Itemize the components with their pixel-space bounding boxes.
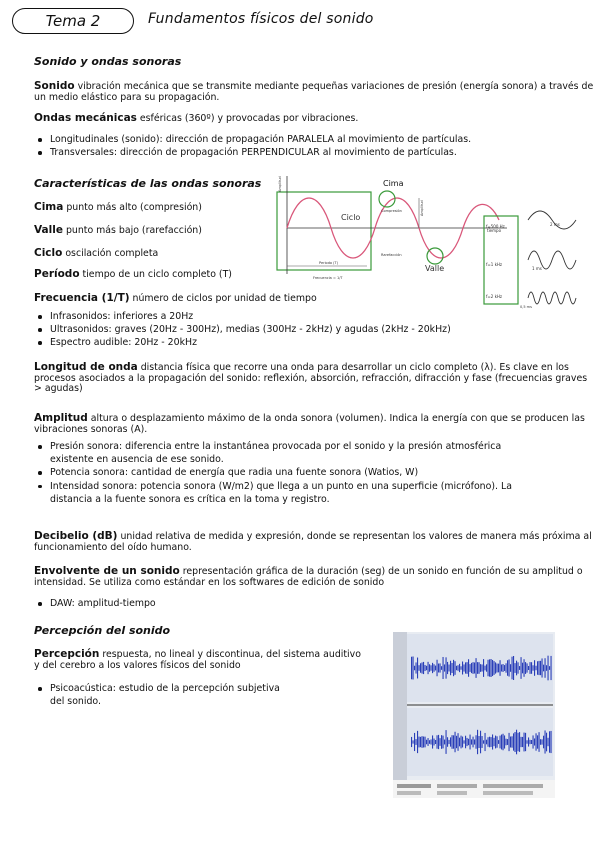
waveform-bar xyxy=(425,665,426,671)
waveform-bar xyxy=(543,665,544,672)
waveform-bar xyxy=(540,661,541,675)
lambda-c-label: 0,5 ms xyxy=(520,305,532,309)
term-cima: Cima xyxy=(34,201,64,213)
waveform-bar xyxy=(512,657,513,680)
daw-toolbar-field xyxy=(437,791,467,795)
list-percepcion xyxy=(28,682,288,708)
waveform-bar xyxy=(515,732,516,752)
waveform-bar xyxy=(489,659,490,676)
waveform-bar xyxy=(447,662,448,674)
def-valle xyxy=(34,225,202,236)
waveform-bar xyxy=(480,664,481,672)
waveform-bar xyxy=(498,664,499,673)
waveform-bar xyxy=(425,737,426,748)
waveform-bar xyxy=(470,735,471,750)
waveform-bar xyxy=(542,658,543,677)
waveform-bar xyxy=(420,737,421,747)
waveform-bar xyxy=(428,738,429,746)
amplitude-axis-label: Amplitud xyxy=(278,176,282,192)
term-sonido: Sonido xyxy=(34,80,75,92)
waveform-bar xyxy=(539,732,540,752)
waveform-bar xyxy=(497,736,498,747)
section-heading-sonido: Sonido y ondas sonoras xyxy=(34,55,182,68)
waveform-bar xyxy=(494,661,495,675)
waveform-bar xyxy=(443,657,444,679)
periodo-label: Periodo (T) xyxy=(319,261,339,265)
compresion-label: Compresión xyxy=(381,209,402,213)
def-periodo xyxy=(34,269,232,280)
waveform-bar xyxy=(530,740,531,744)
daw-toolbar-field xyxy=(397,791,421,795)
waveform-bar xyxy=(477,662,478,674)
amplitud-small-label: Amplitud xyxy=(420,200,424,216)
waveform-bar xyxy=(480,731,481,754)
tiempo-label: tiempo xyxy=(487,228,502,233)
waveform-bar xyxy=(435,740,436,744)
waveform-bar xyxy=(467,738,468,746)
waveform-bar xyxy=(456,666,457,670)
waveform-bar xyxy=(527,663,528,672)
waveform-bar xyxy=(513,656,514,680)
waveform-bar xyxy=(446,657,447,678)
waveform-bar xyxy=(518,733,519,751)
list-item: Infrasonidos: inferiores a 20Hz xyxy=(28,310,588,323)
waveform-bar xyxy=(429,740,430,744)
waveform-bar xyxy=(509,659,510,676)
waveform-bar xyxy=(485,666,486,671)
waveform-bar xyxy=(546,733,547,752)
waveform-bar xyxy=(414,666,415,671)
waveform-bar xyxy=(449,740,450,744)
waveform-bar xyxy=(504,665,505,671)
section-heading-caracteristicas: Características de las ondas sonoras xyxy=(34,177,262,190)
text-ondas: esféricas (360º) y provocadas por vibraciones. xyxy=(136,113,359,124)
frecuencia-label: Frecuencia = 1/T xyxy=(313,276,343,280)
paragraph-longitud xyxy=(34,362,594,395)
waveform-bar xyxy=(516,661,517,676)
daw-toolbar-field xyxy=(483,791,533,795)
waveform-bar xyxy=(419,665,420,671)
waveform-bar xyxy=(456,736,457,748)
waveform-bar xyxy=(432,663,433,673)
waveform-bar xyxy=(471,739,472,744)
waveform-bar xyxy=(546,665,547,671)
rarefaccion-label: Rarefacción xyxy=(381,253,402,257)
waveform-bar xyxy=(453,735,454,748)
waveform-bar xyxy=(461,736,462,749)
paragraph-ondas xyxy=(34,113,594,125)
waveform-bar xyxy=(434,664,435,672)
waveform-bar xyxy=(431,739,432,744)
waveform-bar xyxy=(542,739,543,744)
waveform-bar xyxy=(486,664,487,671)
waveform-bar xyxy=(497,664,498,673)
text-envolvente: representación gráfica de la duración (seg) de un sonido en función de su amplitud o intensidad. Se utiliza como estándar en los softwares de edición de sonido xyxy=(34,566,583,588)
waveform-bar xyxy=(431,665,432,670)
waveform-bar xyxy=(491,737,492,747)
text-sonido: vibración mecánica que se transmite mediante pequeñas variaciones de presión (energía sonora) a través de un medio elástico para su propagación. xyxy=(34,81,594,103)
waveform-bar xyxy=(482,736,483,748)
daw-toolbar-field xyxy=(483,784,543,788)
text-frecuencia: número de ciclos por unidad de tiempo xyxy=(129,293,317,304)
text-cima: punto más alto (compresión) xyxy=(63,202,202,213)
waveform-bar xyxy=(438,735,439,749)
waveform-bar xyxy=(525,733,526,751)
waveform-bar xyxy=(429,664,430,672)
waveform-bar xyxy=(468,739,469,745)
waveform-bar xyxy=(446,730,447,754)
text-ciclo: oscilación completa xyxy=(62,248,159,259)
waveform-bar xyxy=(513,733,514,750)
waveform-bar xyxy=(519,732,520,752)
waveform-bar xyxy=(476,658,477,678)
waveform-bar xyxy=(467,662,468,674)
paragraph-sonido xyxy=(34,81,594,103)
waveform-bar xyxy=(510,737,511,748)
waveform-bar xyxy=(411,657,412,680)
waveform-bar xyxy=(536,666,537,671)
waveform-bar xyxy=(518,662,519,673)
waveform-bar xyxy=(471,663,472,673)
waveform-bar xyxy=(491,659,492,677)
waveform-bar xyxy=(534,738,535,745)
waveform-bar xyxy=(507,660,508,676)
waveform-bar xyxy=(458,733,459,751)
waveform-bar xyxy=(432,735,433,748)
waveform-bar xyxy=(422,662,423,673)
waveform-bar xyxy=(525,662,526,674)
waveform-bar xyxy=(474,739,475,744)
waveform-bar xyxy=(548,656,549,681)
freq-b-label: f=1 kHz xyxy=(486,262,502,267)
waveform-bar xyxy=(545,730,546,753)
waveform-bar xyxy=(473,737,474,748)
waveform-bar xyxy=(435,666,436,671)
waveform-bar xyxy=(545,658,546,678)
waveform-bar xyxy=(503,664,504,672)
waveform-bar xyxy=(444,664,445,671)
daw-toolbar-field xyxy=(437,784,477,788)
waveform-bar xyxy=(483,740,484,743)
waveform-bar xyxy=(500,660,501,676)
term-ondas: Ondas mecánicas xyxy=(34,112,137,124)
list-frecuencia xyxy=(28,310,588,350)
cima-label: Cima xyxy=(383,179,404,188)
waveform-bar xyxy=(416,739,417,745)
waveform-bar xyxy=(522,737,523,747)
waveform-bar xyxy=(495,736,496,749)
list-item: Intensidad sonora: potencia sonora (W/m2) que llega a un punto en una superficie (micrófono). La distancia a la fuente sonora es crítica en la toma y registro. xyxy=(28,480,538,506)
waveform-bar xyxy=(459,664,460,672)
waveform-bar xyxy=(468,659,469,677)
text-valle: punto más bajo (rarefacción) xyxy=(62,225,202,236)
waveform-bar xyxy=(419,737,420,748)
waveform-bar xyxy=(533,735,534,748)
term-ciclo: Ciclo xyxy=(34,247,63,259)
waveform-bar xyxy=(524,733,525,752)
waveform-bar xyxy=(536,733,537,750)
waveform-bar xyxy=(474,663,475,674)
waveform-bar xyxy=(464,740,465,743)
waveform-bar xyxy=(549,731,550,752)
waveform-bar xyxy=(510,664,511,672)
waveform-bar xyxy=(548,738,549,746)
waveform-bar xyxy=(537,735,538,748)
waveform-bar xyxy=(461,666,462,669)
waveform-bar xyxy=(500,736,501,749)
text-amplitud: altura o desplazamiento máximo de la onda sonora (volumen). Indica la energía con que se producen las vibraciones sonoras (A). xyxy=(34,413,585,435)
def-frecuencia xyxy=(34,293,317,304)
def-cima xyxy=(34,202,202,213)
paragraph-decibelio xyxy=(34,531,594,553)
paragraph-percepcion xyxy=(34,649,369,671)
waveform-bar xyxy=(464,664,465,671)
term-periodo: Período xyxy=(34,268,80,280)
text-decibelio: unidad relativa de medida y expresión, donde se representan los valores de manera más próxima al funcionamiento del oído humano. xyxy=(34,531,592,553)
tema-label: Tema 2 xyxy=(12,8,134,34)
waveform-bar xyxy=(450,737,451,746)
waveform-bar xyxy=(444,740,445,745)
waveform-bar xyxy=(437,735,438,748)
waveform-bar xyxy=(477,730,478,754)
list-item: Psicoacústica: estudio de la percepción subjetiva del sonido. xyxy=(28,682,288,708)
waveform-bar xyxy=(455,732,456,752)
waveform-bar xyxy=(482,664,483,671)
waveform-bar xyxy=(531,740,532,744)
waveform-bar xyxy=(420,663,421,672)
daw-toolbar xyxy=(393,780,555,798)
waveform-bar xyxy=(537,661,538,674)
waveform-bar xyxy=(551,731,552,753)
paragraph-amplitud xyxy=(34,413,594,435)
waveform-bar xyxy=(441,666,442,670)
waveform-bar xyxy=(519,666,520,670)
valle-label: Valle xyxy=(425,264,445,273)
waveform-bar xyxy=(453,660,454,676)
waveform-bar xyxy=(458,665,459,671)
waveform-bar xyxy=(449,665,450,672)
waveform-bar xyxy=(426,666,427,670)
term-decibelio: Decibelio (dB) xyxy=(34,530,118,542)
term-frecuencia: Frecuencia (1/T) xyxy=(34,292,130,304)
waveform-bar xyxy=(522,663,523,674)
term-percepcion: Percepción xyxy=(34,648,100,660)
waveform-bar xyxy=(495,662,496,673)
text-periodo: tiempo de un ciclo completo (T) xyxy=(79,269,232,280)
waveform-bar xyxy=(534,660,535,676)
waveform-bar xyxy=(441,735,442,749)
waveform-bar xyxy=(417,731,418,753)
waveform-bar xyxy=(551,656,552,680)
term-longitud: Longitud de onda xyxy=(34,361,138,373)
waveform-bar xyxy=(428,662,429,674)
waveform-bar xyxy=(426,740,427,745)
waveform-bar xyxy=(473,662,474,674)
waveform-bar xyxy=(459,738,460,747)
waveform-bar xyxy=(539,661,540,675)
section-heading-percepcion: Percepción del sonido xyxy=(34,624,171,637)
def-ciclo xyxy=(34,248,158,259)
waveform-bar xyxy=(422,736,423,748)
waveform-bar xyxy=(528,737,529,746)
freq-c-label: f=2 kHz xyxy=(486,294,502,299)
waveform-bar xyxy=(416,662,417,673)
list-amplitud xyxy=(28,440,538,506)
list-item: Presión sonora: diferencia entre la instantánea provocada por el sonido y la presión atmosférica existente en ausencia de ese sonido. xyxy=(28,440,538,466)
list-item: DAW: amplitud-tiempo xyxy=(28,597,588,610)
waveform-bar xyxy=(512,736,513,747)
waveform-bar xyxy=(501,665,502,672)
list-item: Longitudinales (sonido): dirección de propagación PARALELA al movimiento de partículas. xyxy=(28,133,588,146)
text-longitud: distancia física que recorre una onda para desarrollar un ciclo completo (λ). Es clave en los procesos asociados a la propagación del sonido: reflexión, absorción, refracción, difracción y fase (frecuencias graves > agudas) xyxy=(34,362,588,394)
waveform-bar xyxy=(492,660,493,676)
waveform-bar xyxy=(438,664,439,673)
waveform-bar xyxy=(443,736,444,749)
waveform-bar xyxy=(507,739,508,745)
freq-a-label: f=500 Hz xyxy=(486,224,505,229)
waveform-bar xyxy=(521,737,522,747)
waveform-bar xyxy=(530,662,531,674)
waveform-bar xyxy=(437,660,438,677)
waveform-bar xyxy=(531,662,532,674)
list-ondas xyxy=(28,133,588,159)
waveform-bar xyxy=(423,737,424,748)
waveform-bar xyxy=(465,736,466,749)
term-amplitud: Amplitud xyxy=(34,412,88,424)
waveform-bar xyxy=(413,740,414,743)
waveform-bar xyxy=(524,659,525,677)
waveform-bar xyxy=(516,730,517,755)
term-valle: Valle xyxy=(34,224,63,236)
waveform-bar xyxy=(533,665,534,670)
waveform-bar xyxy=(455,661,456,675)
waveform-bar xyxy=(414,733,415,751)
list-item: Transversales: dirección de propagación PERPENDICULAR al movimiento de partículas. xyxy=(28,146,588,159)
waveform-bar xyxy=(504,735,505,748)
waveform-bar xyxy=(488,737,489,747)
waveform-bar xyxy=(440,663,441,672)
waveform-bar xyxy=(417,658,418,679)
waveform-bar xyxy=(506,739,507,746)
lambda-b-label: 1 ms xyxy=(532,266,542,271)
waveform-bar xyxy=(543,736,544,749)
waveform-bar xyxy=(527,740,528,743)
waveform-bar xyxy=(462,661,463,674)
waveform-bar xyxy=(498,740,499,744)
page-title: Fundamentos físicos del sonido xyxy=(148,11,374,27)
list-item: Ultrasonidos: graves (20Hz - 300Hz), medias (300Hz - 2kHz) y agudas (2kHz - 20kHz) xyxy=(28,323,588,336)
lambda-a-label: 2 ms xyxy=(550,222,560,227)
waveform-bar xyxy=(423,662,424,674)
daw-waveform-image xyxy=(393,632,555,798)
waveform-bar xyxy=(488,660,489,677)
waveform-bar xyxy=(411,737,412,747)
waveform-bar xyxy=(413,656,414,679)
list-item: Espectro audible: 20Hz - 20kHz xyxy=(28,336,588,349)
waveform-bar xyxy=(528,666,529,670)
waveform-bar xyxy=(470,664,471,672)
waveform-bar xyxy=(501,735,502,750)
waveform-bar xyxy=(465,662,466,673)
waveform-bar xyxy=(486,740,487,745)
frequency-diagram xyxy=(480,210,580,310)
waveform-bar xyxy=(489,737,490,748)
wave-high xyxy=(528,292,576,304)
list-envolvente xyxy=(28,597,588,610)
waveform-bar xyxy=(462,737,463,748)
waveform-bar xyxy=(515,663,516,673)
waveform-bar xyxy=(494,738,495,746)
daw-track-header xyxy=(393,632,407,780)
waveform-bar xyxy=(549,666,550,670)
frequency-box xyxy=(484,216,518,304)
waveform-bar xyxy=(479,662,480,674)
waveform-bar xyxy=(506,663,507,672)
waveform-bar xyxy=(452,663,453,673)
waveform-bar xyxy=(492,734,493,749)
ciclo-label: Ciclo xyxy=(341,213,361,222)
waveform-bar xyxy=(476,735,477,748)
text-percepcion: respuesta, no lineal y discontinua, del sistema auditivo y del cerebro a los valores físicos del sonido xyxy=(34,649,361,671)
waveform-bar xyxy=(521,657,522,679)
waveform-bar xyxy=(479,736,480,748)
waveform-bar xyxy=(450,661,451,675)
paragraph-envolvente xyxy=(34,566,594,588)
waveform-bar xyxy=(485,733,486,751)
waveform-bar xyxy=(503,734,504,751)
term-envolvente: Envolvente de un sonido xyxy=(34,565,180,577)
waveform-bar xyxy=(447,737,448,747)
waveform-bar xyxy=(483,659,484,677)
cycle-box xyxy=(277,192,371,270)
waveform-bar xyxy=(434,739,435,746)
list-item: Potencia sonora: cantidad de energía que radia una fuente sonora (Watios, W) xyxy=(28,466,538,479)
waveform-bar xyxy=(509,733,510,751)
waveform-bar xyxy=(440,738,441,746)
waveform-bar xyxy=(540,739,541,745)
daw-toolbar-field xyxy=(397,784,431,788)
waveform-bar xyxy=(452,735,453,749)
